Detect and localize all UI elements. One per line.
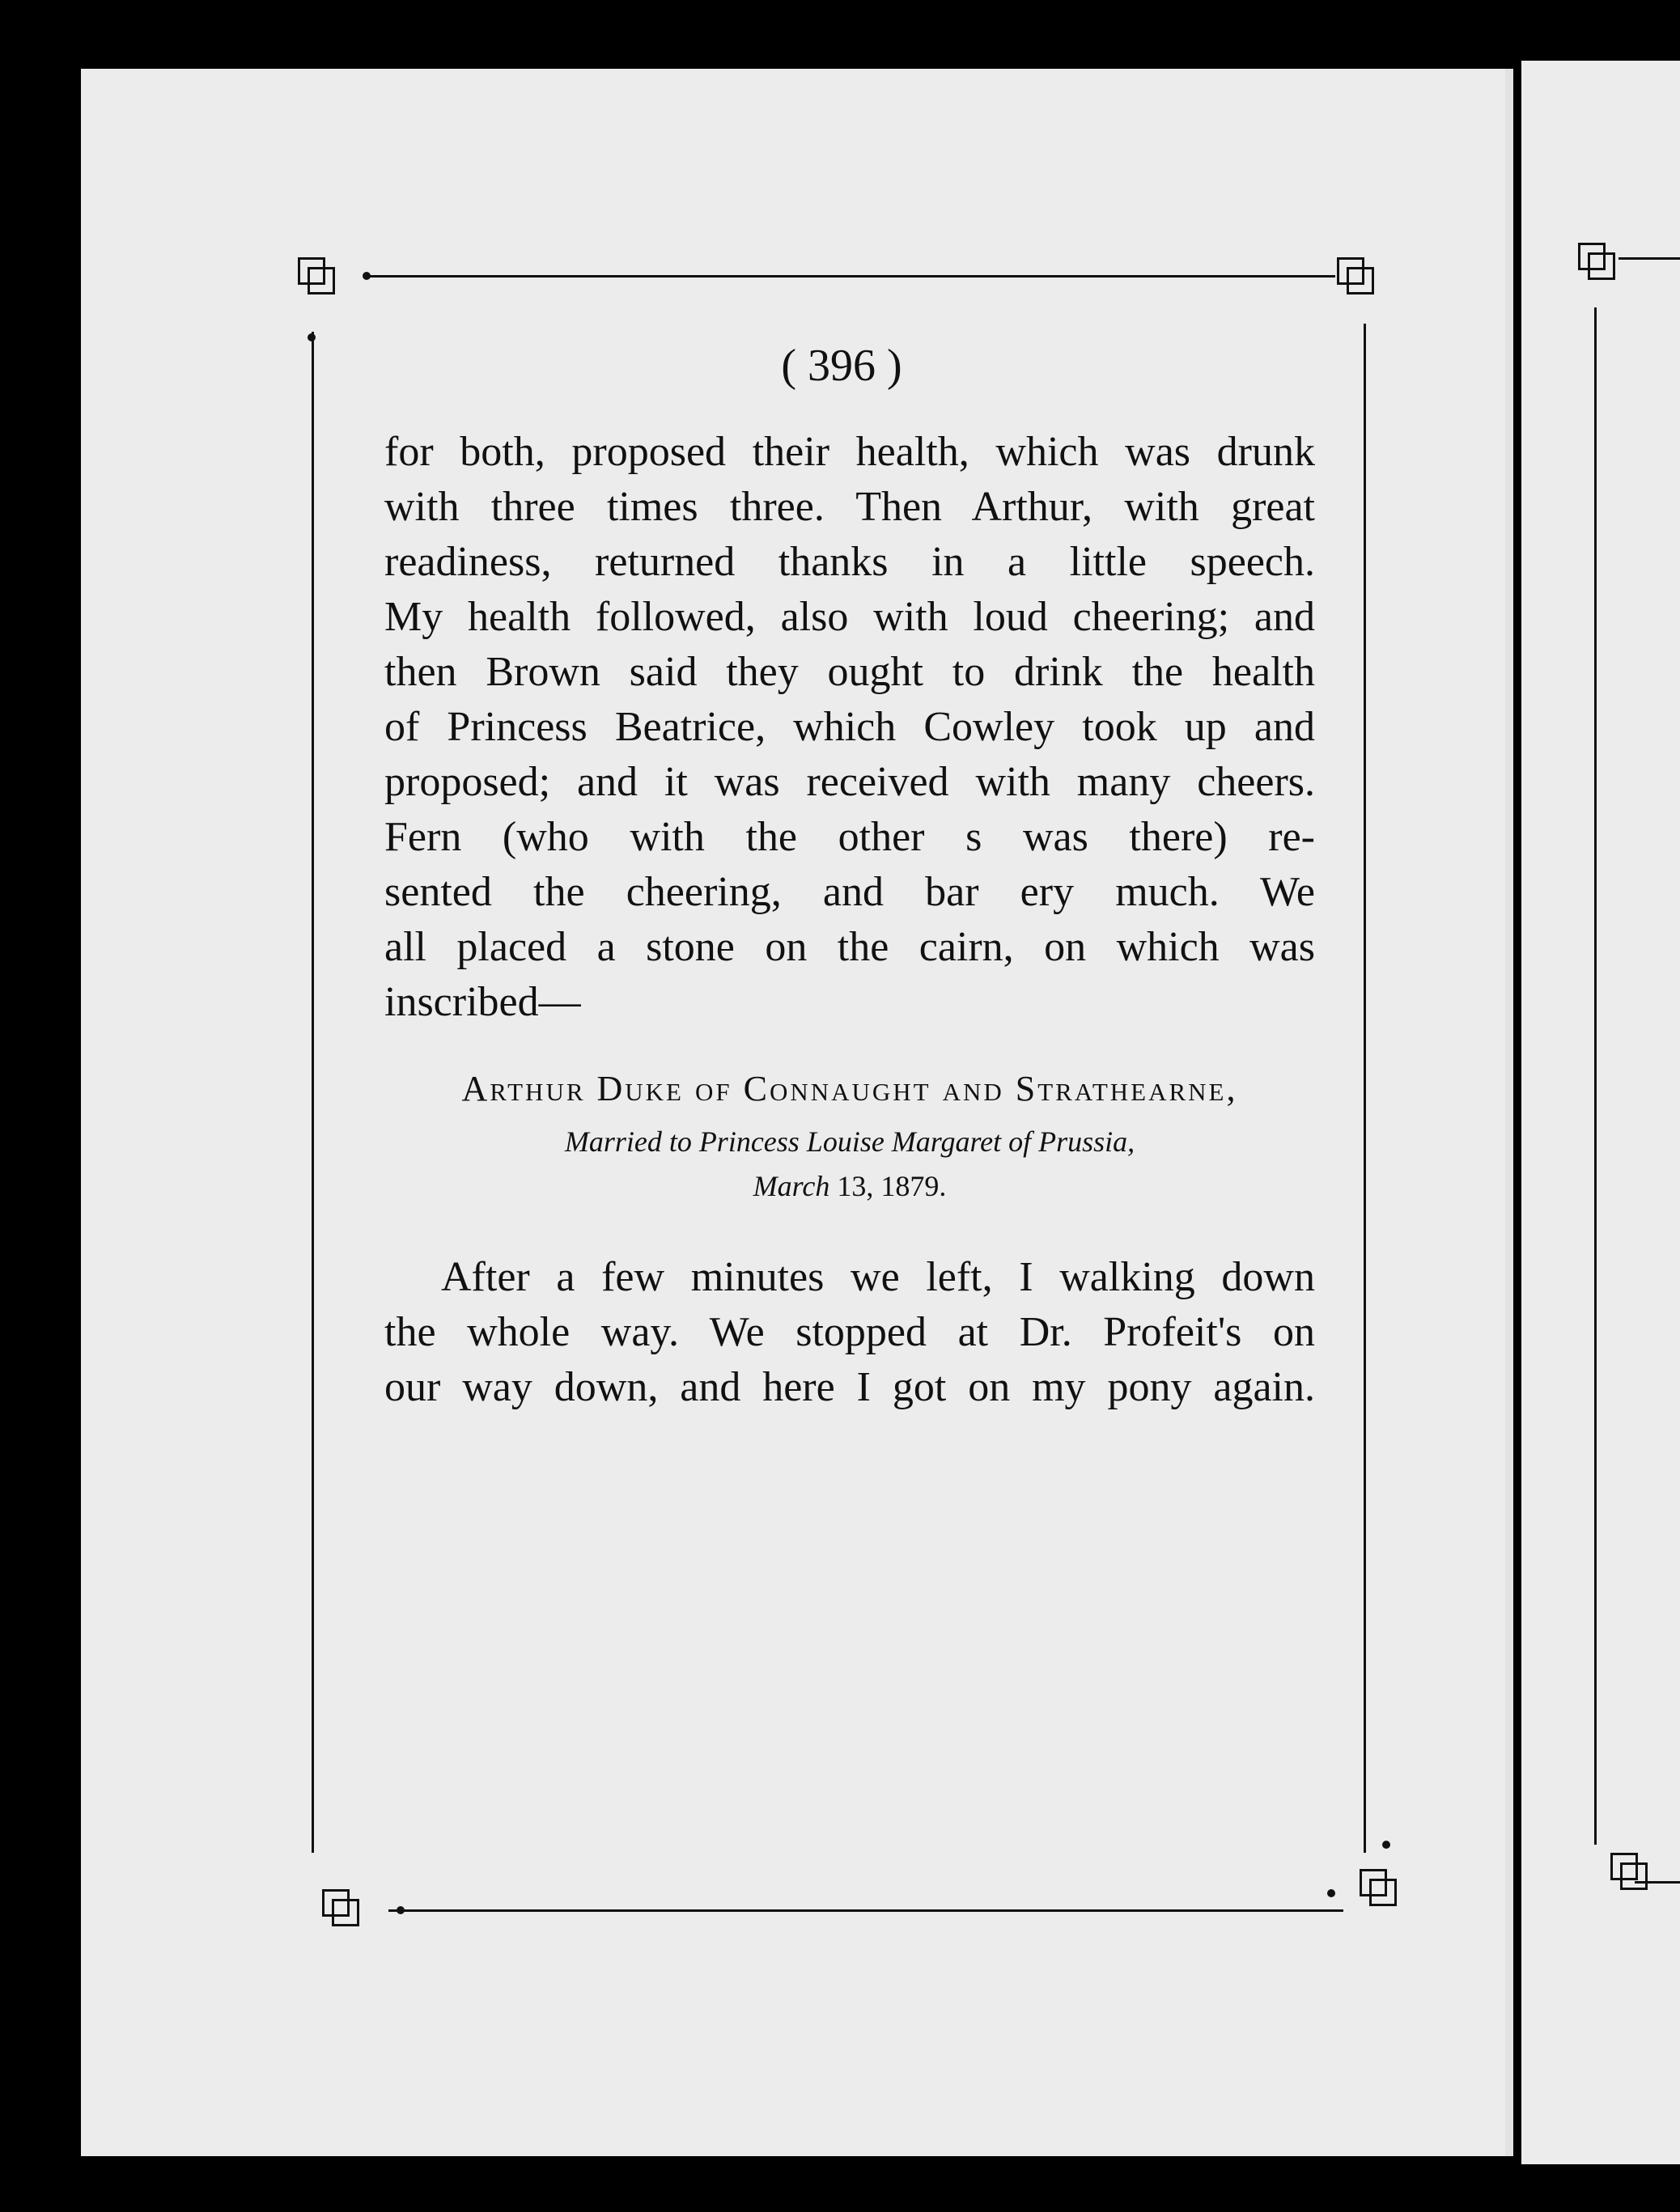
text-line: for both, proposed their health, which was drunk — [384, 429, 1315, 475]
inscription-title: Arthur Duke of Connaught and Strathearne, — [461, 1069, 1238, 1108]
text-line: all placed a stone on the cairn, on which was — [384, 924, 1315, 970]
text-line: our way down, and here I got on my pony again. — [384, 1364, 1315, 1410]
corner-ornament-bottom-right — [1360, 1869, 1395, 1905]
text-line: inscribed— — [384, 979, 581, 1025]
inscription-date-day-year: 13, 1879. — [837, 1170, 947, 1202]
frame-dot — [308, 333, 316, 341]
text-line: sented the cheering, and bar ery much. We — [384, 869, 1315, 915]
adjacent-page-rule — [1635, 1881, 1680, 1884]
corner-ornament-top-left — [298, 257, 333, 293]
text-line: then Brown said they ought to drink the health — [384, 649, 1315, 695]
frame-dot — [397, 1906, 405, 1914]
text-line: with three times three. Then Arthur, with great — [384, 484, 1315, 530]
text-line: readiness, returned thanks in a little speech. — [384, 539, 1315, 585]
corner-ornament-top-right — [1337, 257, 1372, 293]
frame-dot — [1382, 1841, 1390, 1849]
frame-bottom-rule — [388, 1909, 1343, 1912]
adjacent-page-rule — [1594, 307, 1597, 1845]
text-line: of Princess Beatrice, which Cowley took up and — [384, 704, 1315, 750]
frame-left-rule — [312, 332, 314, 1853]
inscription-date-month: March — [753, 1170, 830, 1202]
frame-top-rule — [364, 275, 1335, 278]
frame-dot — [363, 272, 371, 280]
frame-right-rule — [1364, 324, 1366, 1853]
paragraph-1 — [384, 425, 1315, 1030]
adjacent-page — [1521, 61, 1680, 2164]
inscription-marriage: Married to Princess Louise Margaret of Prussia, — [564, 1125, 1135, 1158]
frame-dot — [1327, 1889, 1335, 1897]
text-line: Fern (who with the other s was there) re- — [384, 814, 1315, 860]
inscription-date — [384, 1169, 1315, 1203]
text-line: After a few minutes we left, I walking down — [441, 1254, 1315, 1300]
adjacent-page-corner-ornament — [1578, 243, 1614, 278]
text-line: the whole way. We stopped at Dr. Profeit's on — [384, 1309, 1315, 1355]
corner-ornament-bottom-left — [322, 1889, 358, 1925]
adjacent-page-rule — [1618, 257, 1680, 260]
text-line: proposed; and it was received with many cheers. — [384, 759, 1315, 805]
text-line: My health followed, also with loud cheering; and — [384, 594, 1315, 640]
paragraph-2 — [384, 1250, 1315, 1415]
